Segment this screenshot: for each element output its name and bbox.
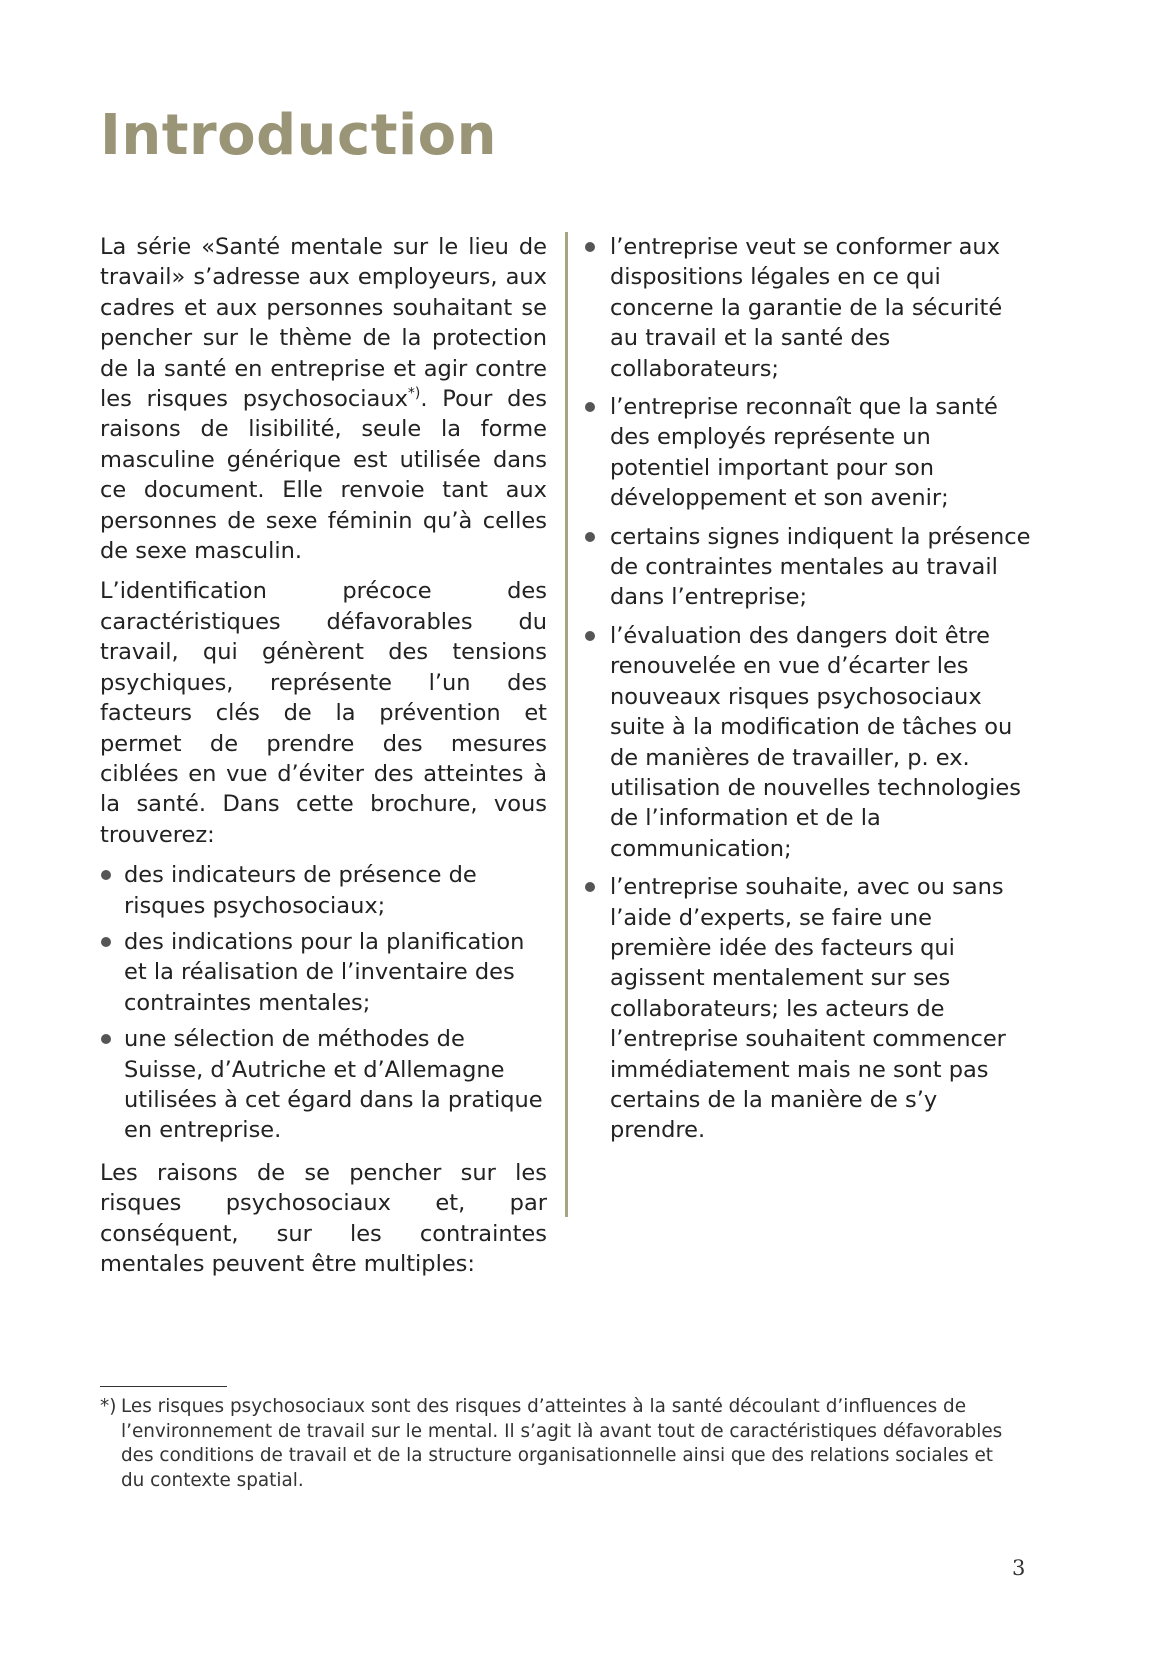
footnote-reference: *): [407, 385, 421, 402]
list-item-text: l’entreprise veut se conformer aux dispositions légales en ce qui concerne la garantie de la sécurité au travail et la santé des collaborateurs;: [610, 234, 1003, 382]
list-item: [100, 1024, 547, 1146]
list-item: [584, 522, 1034, 613]
bullet-icon: [585, 402, 595, 412]
list-item: [584, 872, 1034, 1146]
bullet-icon: [101, 870, 111, 880]
list-item-text: des indications pour la planification et la réalisation de l’inventaire des contraintes mentales;: [124, 928, 525, 1016]
list-item: [584, 392, 1034, 514]
list-item: [584, 232, 1034, 384]
intro-paragraph-text-continued: . Pour des raisons de lisibilité, seule la forme masculine générique est utilisée dans ce document. Elle renvoie tant aux personnes de sexe féminin qu’à celles de sexe masculin.: [100, 386, 547, 565]
reasons-list: [584, 232, 1034, 1146]
footnote-text: Les risques psychosociaux sont des risques d’atteintes à la santé découlant d’influences de l’environnement de travail sur le mental. Il s’agit là avant tout de caractéristiques défavorables des conditions de travail et de la structure organisationnelle ainsi que des relations sociales et du contexte spatial.: [121, 1396, 1003, 1491]
page-number: 3: [1012, 1556, 1026, 1580]
list-item: [100, 927, 547, 1018]
list-item-text: certains signes indiquent la présence de contraintes mentales au travail dans l’entreprise;: [610, 523, 1031, 611]
intro-paragraph: [100, 232, 547, 566]
list-item-text: l’entreprise reconnaît que la santé des employés représente un potentiel important pour son développement et son avenir;: [610, 394, 998, 512]
reasons-paragraph: Les raisons de se pencher sur les risques psychosociaux et, par conséquent, sur les contraintes mentales peuvent être multiples:: [100, 1159, 547, 1277]
left-column: [100, 232, 547, 1289]
bullet-icon: [101, 1034, 111, 1044]
bullet-icon: [585, 532, 595, 542]
bullet-icon: [585, 882, 595, 892]
page-title: Introduction: [100, 103, 498, 168]
footnote: [100, 1395, 1020, 1493]
bullet-icon: [585, 242, 595, 252]
footnote-marker: *): [100, 1396, 117, 1417]
bullet-icon: [101, 937, 111, 947]
list-item: [100, 860, 547, 921]
list-item-text: des indicateurs de présence de risques psychosociaux;: [124, 862, 477, 919]
footnote-separator: [100, 1386, 227, 1387]
bullet-icon: [585, 631, 595, 641]
list-item-text: l’entreprise souhaite, avec ou sans l’aide d’experts, se faire une première idée des facteurs qui agissent mentalement sur ses collaborateurs; les acteurs de l’entreprise souhaitent commencer immédiatement mais ne sont pas certains de la manière de s’y prendre.: [610, 874, 1006, 1144]
identification-paragraph: L’identification précoce des caractéristiques défavorables du travail, qui génèrent des tensions psychiques, représente l’un des facteurs clés de la prévention et permet de prendre des mesures ciblées en vue d’éviter des atteintes à la santé. Dans cette brochure, vous trouverez:: [100, 578, 547, 848]
list-item-text: l’évaluation des dangers doit être renouvelée en vue d’écarter les nouveaux risques psychosociaux suite à la modification de tâches ou de manières de travailler, p. ex. utilisation de nouvelles technologies de l’information et de la communication;: [610, 622, 1021, 862]
brochure-contents-list: [100, 860, 547, 1146]
list-item: [584, 621, 1034, 864]
column-divider: [565, 232, 568, 1217]
right-column: [584, 232, 1034, 1158]
list-item-text: une sélection de méthodes de Suisse, d’Autriche et d’Allemagne utilisées à cet égard dans la pratique en entreprise.: [124, 1026, 543, 1144]
intro-paragraph-text: La série «Santé mentale sur le lieu de travail» s’adresse aux employeurs, aux cadres et aux personnes souhaitant se pencher sur le thème de la protection de la santé en entreprise et agir contre les risques psychosociaux: [100, 234, 547, 413]
